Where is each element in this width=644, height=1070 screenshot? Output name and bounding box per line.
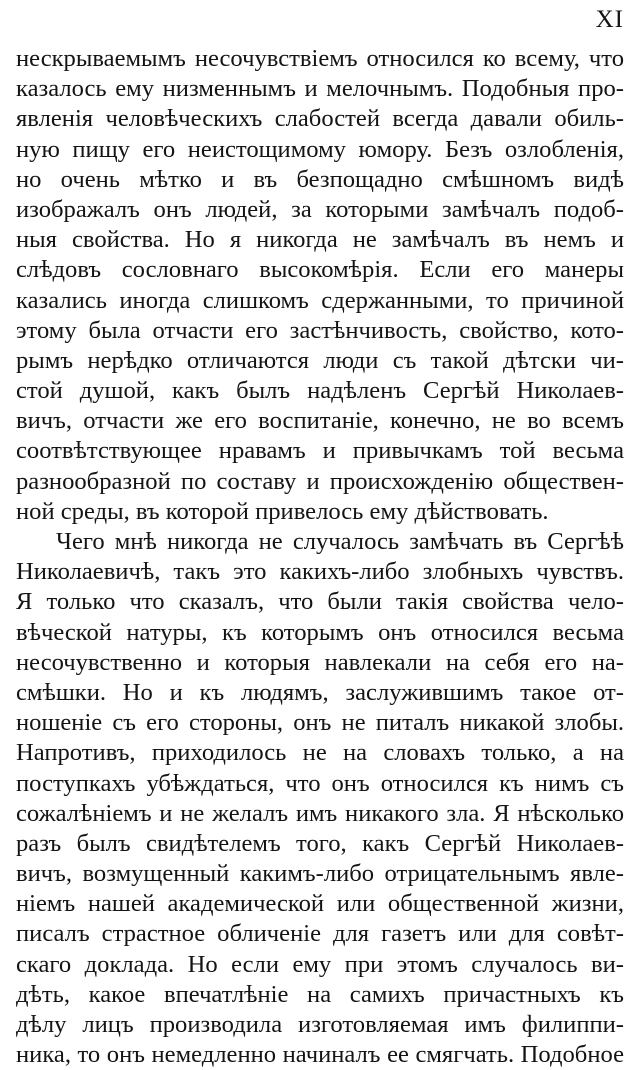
text-line: Николаевичѣ, такъ это какихъ-либо злобныхъ чувствъ. bbox=[16, 558, 624, 586]
text-line: вичъ, отчасти же его воспитанiе, конечно, не во всемъ bbox=[16, 407, 624, 435]
text-line: рымъ нерѣдко отличаются люди съ такой дѣтски чи- bbox=[16, 346, 624, 374]
text-line: стой душой, какъ былъ надѣленъ Сергѣй Николаев- bbox=[16, 377, 624, 405]
text-line: разнообразной по составу и происхожденiю обществен- bbox=[16, 467, 624, 495]
text-line: этому была отчасти его застѣнчивость, свойство, кото- bbox=[16, 316, 624, 344]
text-line: поступкахъ убѣждаться, что онъ относился къ нимъ съ bbox=[16, 769, 624, 797]
text-line: писалъ страстное обличенiе для газетъ или для совѣт- bbox=[16, 920, 624, 948]
text-line: скаго доклада. Но если ему при этомъ случалось ви- bbox=[16, 950, 624, 978]
text-line: несочувственно и которыя навлекали на себя его на- bbox=[16, 648, 624, 676]
text-line: нiемъ нашей академической или общественной жизни, bbox=[16, 890, 624, 918]
text-line: соотвѣтствующее нравамъ и привычкамъ той весьма bbox=[16, 437, 624, 465]
text-line: дѣлу лицъ производила изготовляемая имъ филиппи- bbox=[16, 1011, 624, 1038]
text-line: дѣть, какое впечатлѣнiе на самихъ причастныхъ къ bbox=[16, 980, 624, 1008]
text-line: нескрываемымъ несочувствiемъ относился ко всему, что bbox=[16, 45, 624, 72]
text-line: сожалѣнiемъ и не желалъ имъ никакого зла. Я нѣсколько bbox=[16, 799, 624, 827]
text-line: ныя свойства. Но я никогда не замѣчалъ въ немъ и bbox=[16, 226, 624, 254]
paragraph bbox=[16, 44, 624, 527]
text-line: смѣшки. Но и къ людямъ, заслужившимъ такое от- bbox=[16, 678, 624, 706]
text-line: вичъ, возмущенный какимъ-либо отрицательнымъ явле- bbox=[16, 860, 624, 888]
text-line: ную пищу его неистощимому юмору. Безъ озлобленiя, bbox=[16, 135, 624, 163]
body-text bbox=[16, 44, 624, 1070]
text-line: Я только что сказалъ, что были такiя свойства чело- bbox=[16, 588, 624, 616]
text-line: изображалъ онъ людей, за которыми замѣчалъ подоб- bbox=[16, 195, 624, 223]
text-line: Чего мнѣ никогда не случалось замѣчать въ Сергѣѣ bbox=[56, 528, 624, 555]
text-line: ной среды, въ которой привелось ему дѣйствовать. bbox=[16, 497, 549, 525]
paragraph bbox=[16, 527, 624, 1070]
text-line: казались иногда слишкомъ сдержанными, то причиной bbox=[16, 286, 624, 314]
page-number: XI bbox=[595, 6, 624, 33]
text-line: Напротивъ, приходилось не на словахъ только, а на bbox=[16, 739, 624, 767]
text-line: разъ былъ свидѣтелемъ того, какъ Сергѣй Николаев- bbox=[16, 829, 624, 857]
text-line: ника, то онъ немедленно начиналъ ее смягчать. Подобное bbox=[16, 1041, 624, 1069]
text-line: казалось ему низменнымъ и мелочнымъ. Подобныя про- bbox=[16, 75, 624, 103]
text-line: ношенiе съ его стороны, онъ не питалъ никакой злобы. bbox=[16, 709, 624, 737]
text-line: слѣдовъ сословнаго высокомѣрiя. Если его манеры bbox=[16, 256, 624, 284]
text-line: вѣческой натуры, къ которымъ онъ относился весьма bbox=[16, 618, 624, 646]
text-line: но очень мѣтко и въ безпощадно смѣшномъ видѣ bbox=[16, 165, 624, 193]
text-line: явленiя человѣческихъ слабостей всегда давали обиль- bbox=[16, 105, 624, 133]
